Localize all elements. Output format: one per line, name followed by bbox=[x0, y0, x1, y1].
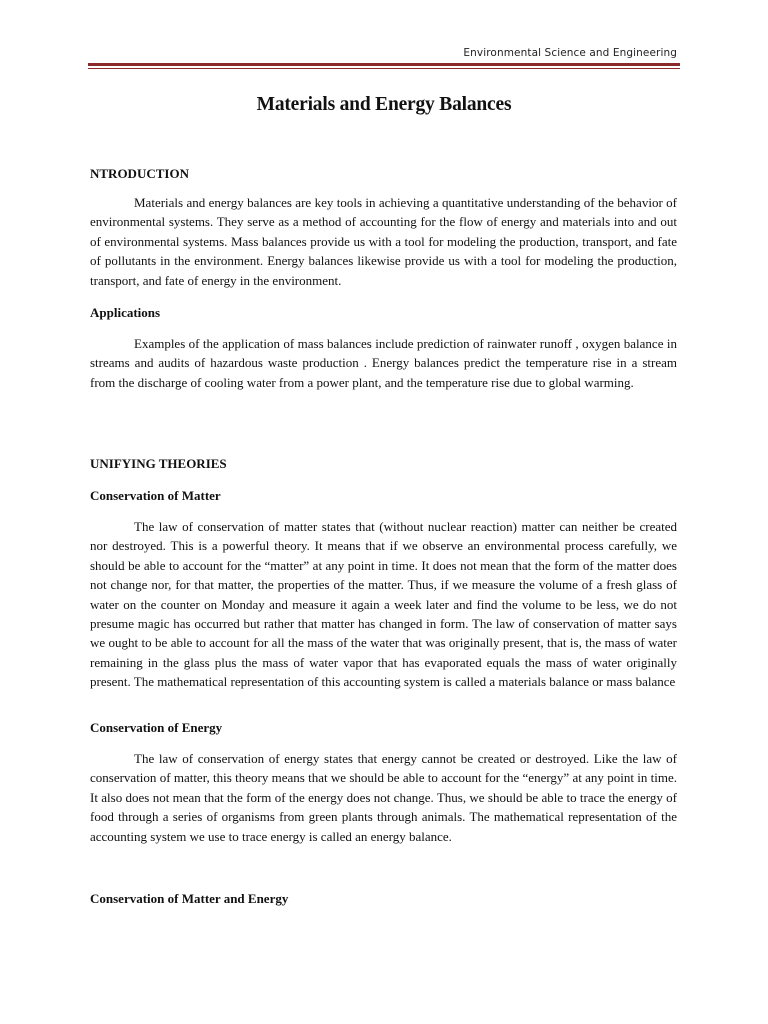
heading-conservation-of-matter-and-energy: Conservation of Matter and Energy bbox=[90, 891, 289, 906]
heading-unifying-theories: UNIFYING THEORIES bbox=[90, 456, 227, 471]
heading-introduction: NTRODUCTION bbox=[90, 166, 189, 181]
header-rule-thick bbox=[88, 63, 680, 66]
heading-conservation-of-energy: Conservation of Energy bbox=[90, 720, 223, 735]
running-header: Environmental Science and Engineering bbox=[463, 47, 677, 59]
paragraph-conservation-of-matter: The law of conservation of matter states that (without nuclear reaction) matter can neither be created nor destroyed. This is a powerful theory. It means that if we observe an environmental process carefully, we should be able to account for the “matter” at any point in time. It does not mean that the form of the matter does not change nor, for that matter, the properties of the matter. Thus, if we measure the volume of a fresh glass of water on the counter on Monday and measure it again a week later and find the volume to be less, we do not presume magic has occurred but rather that matter has changed in form. The law of conservation of matter says we ought to be able to account for all the mass of the water that was originally present, that is, the mass of water remaining in the glass plus the mass of water vapor that has evaporated equals the mass of water originally present. The mathematical representation of this accounting system is called a materials balance or mass balance bbox=[90, 519, 677, 690]
heading-applications: Applications bbox=[90, 305, 161, 320]
document-title: Materials and Energy Balances bbox=[256, 94, 512, 115]
paragraph-applications: Examples of the application of mass balances include prediction of rainwater runoff , oxygen balance in streams and audits of hazardous waste production . Energy balances predict the temperature rise in a stream from the discharge of cooling water from a power plant, and the temperature rise due to global warming. bbox=[90, 336, 677, 390]
heading-conservation-of-matter: Conservation of Matter bbox=[90, 488, 221, 503]
header-rule-thin bbox=[88, 68, 680, 69]
paragraph-introduction: Materials and energy balances are key tools in achieving a quantitative understanding of the behavior of environmental systems. They serve as a method of accounting for the flow of energy and materials into and out of environmental systems. Mass balances provide us with a tool for modeling the production, transport, and fate of pollutants in the environment. Energy balances likewise provide us with a tool for modeling the production, transport, and fate of energy in the environment. bbox=[90, 195, 677, 288]
paragraph-conservation-of-energy: The law of conservation of energy states that energy cannot be created or destroyed. Like the law of conservation of matter, this theory means that we should be able to account for the “energy” at any point in time. It also does not mean that the form of the energy does not change. Thus, we should be able to trace the energy of food through a series of organisms from green plants through animals. The mathematical representation of the accounting system we use to trace energy is called an energy balance. bbox=[90, 751, 677, 844]
